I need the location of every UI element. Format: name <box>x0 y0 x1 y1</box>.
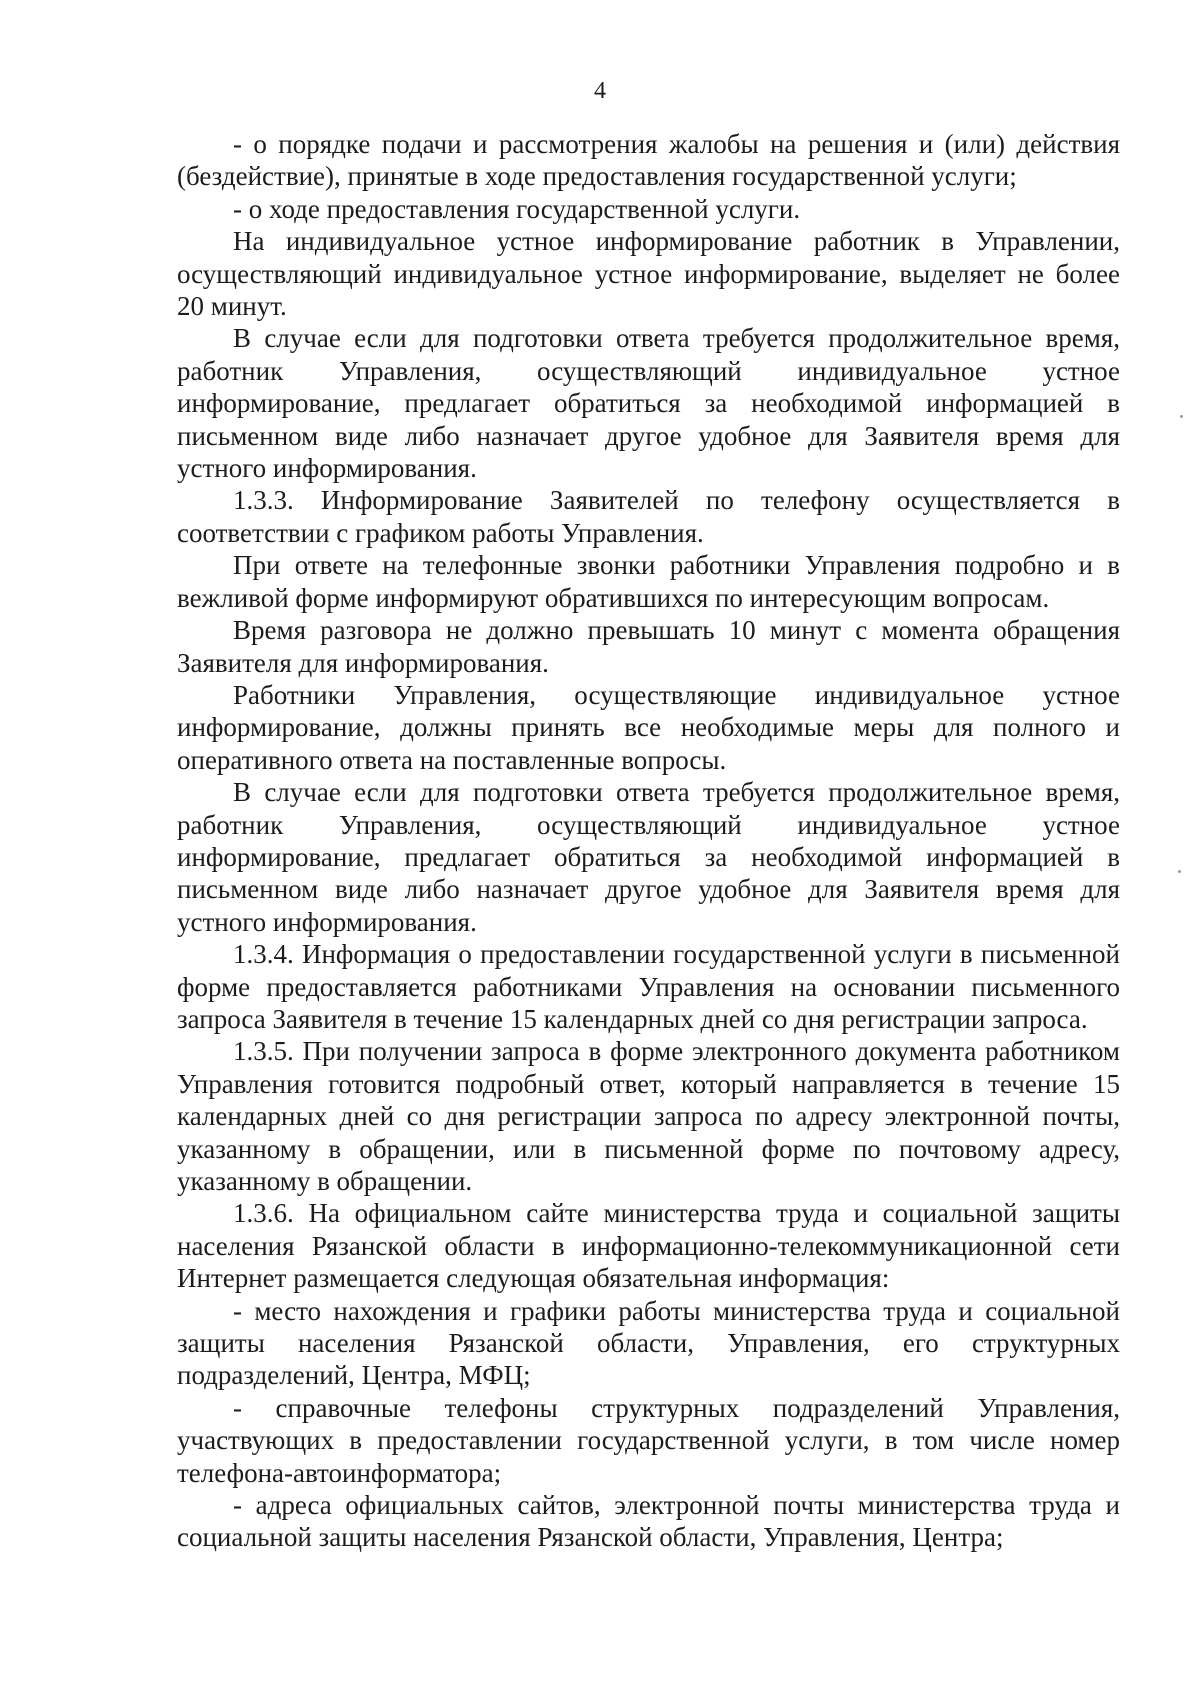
paragraph: Работники Управления, осуществляющие индивидуальное устное информирование, должны принять все необходимые меры для полного и оперативного ответа на поставленные вопросы. <box>177 679 1120 775</box>
paragraph: - о ходе предоставления государственной услуги. <box>233 193 801 224</box>
paragraph: 1.3.3. Информирование Заявителей по телефону осуществляется в соответствии с графиком работы Управления. <box>177 485 1120 548</box>
paragraph: - о порядке подачи и рассмотрения жалобы на решения и (или) действия (бездействие), принятые в ходе предоставления государственной услуги; <box>177 129 1120 192</box>
paragraph: Время разговора не должно превышать 10 минут с момента обращения Заявителя для информирования. <box>177 615 1120 678</box>
scan-speck <box>1178 870 1181 873</box>
paragraph: В случае если для подготовки ответа требуется продолжительное время, работник Управления, осуществляющий индивидуальное устное информирование, предлагает обратиться за необходимой информацией в письменном виде либо назначает другое удобное для Заявителя время для устного информирования. <box>177 777 1120 937</box>
paragraph: На индивидуальное устное информирование работник в Управлении, осуществляющий индивидуальное устное информирование, выделяет не более 20 минут. <box>177 226 1120 322</box>
paragraph: 1.3.4. Информация о предоставлении государственной услуги в письменной форме предоставляется работниками Управления на основании письменного запроса Заявителя в течение 15 календарных дней со дня регистрации запроса. <box>177 939 1120 1034</box>
scan-speck <box>1180 415 1183 418</box>
paragraph: - справочные телефоны структурных подразделений Управления, участвующих в предоставлении государственной услуги, в том числе номер телефона-автоинформатора; <box>177 1392 1120 1488</box>
paragraph: 1.3.6. На официальном сайте министерства труда и социальной защиты населения Рязанской области в информационно-телекоммуникационной сети Интернет размещается следующая обязательная информация: <box>177 1198 1120 1294</box>
page-number: 4 <box>594 78 606 104</box>
paragraph: - адреса официальных сайтов, электронной почты министерства труда и социальной защиты населения Рязанской области, Управления, Центра; <box>177 1490 1120 1553</box>
paragraph: 1.3.5. При получении запроса в форме электронного документа работником Управления готовится подробный ответ, который направляется в течение 15 календарных дней со дня регистрации запроса по адресу электронной почты, указанному в обращении, или в письменной форме по почтовому адресу, указанному в обращении. <box>177 1036 1120 1196</box>
document-body <box>177 128 1120 1554</box>
paragraph: - место нахождения и графики работы министерства труда и социальной защиты населения Рязанской области, Управления, его структурных подразделений, Центра, МФЦ; <box>177 1295 1120 1391</box>
paragraph: В случае если для подготовки ответа требуется продолжительное время, работник Управления, осуществляющий индивидуальное устное информирование, предлагает обратиться за необходимой информацией в письменном виде либо назначает другое удобное для Заявителя время для устного информирования. <box>177 323 1120 484</box>
paragraph: При ответе на телефонные звонки работники Управления подробно и в вежливой форме информируют обратившихся по интересующим вопросам. <box>177 550 1120 613</box>
